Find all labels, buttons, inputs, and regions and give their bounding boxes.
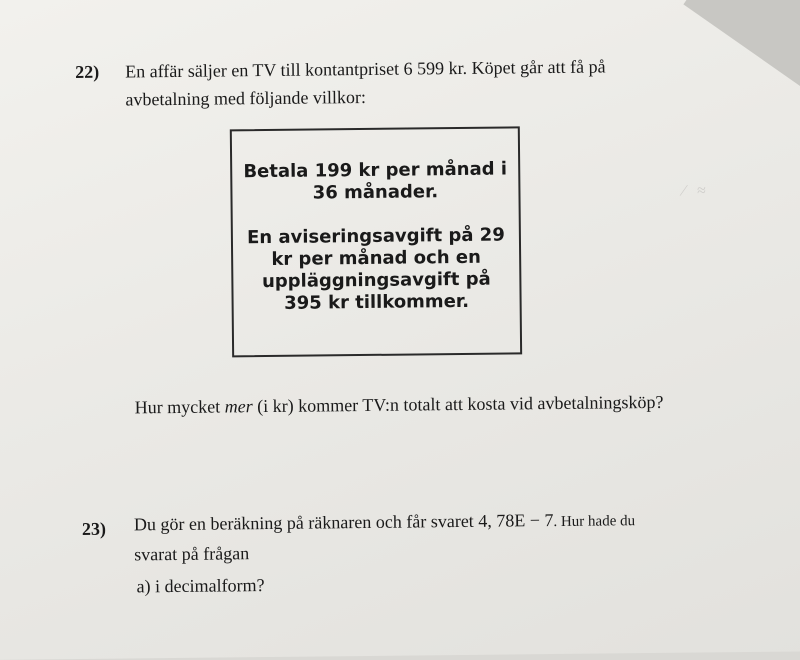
question-22-prompt <box>135 388 664 422</box>
question-23-line-2: svarat på frågan <box>134 543 250 565</box>
question-23-number: 23) <box>81 518 107 539</box>
question-22-prompt-emphasis: mer <box>224 396 253 417</box>
question-22-prompt-start: Hur mycket <box>134 396 225 418</box>
question-22-number: 22) <box>75 61 100 83</box>
question-22-prompt-end: (i kr) kommer TV:n totalt att kosta vid avbetalningsköp? <box>252 391 664 417</box>
question-22-line-2: avbetalning med följande villkor: <box>125 86 366 110</box>
terms-monthly-payment: Betala 199 kr per månad i 36 månader. <box>243 158 508 204</box>
question-22-line-1: En affär säljer en TV till kontantpriset 6 599 kr. Köpet går att få på <box>125 56 606 82</box>
bleed-through-marks: ⁄ ≈ <box>682 182 706 200</box>
payment-terms-box <box>230 126 522 357</box>
terms-fees: En aviseringsavgift på 29 kr per månad och en uppläggningsavgift på 395 kr tillkommer. <box>246 224 505 314</box>
question-23-text-end: . Hur hade du <box>553 513 636 531</box>
calculator-result: 4, 78E − 7 <box>478 510 554 531</box>
question-23-text: Du gör en beräkning på räknaren och får svaret <box>133 510 474 535</box>
question-23-line-1 <box>134 505 635 540</box>
question-23-part-a: a) i decimalform? <box>136 575 265 597</box>
